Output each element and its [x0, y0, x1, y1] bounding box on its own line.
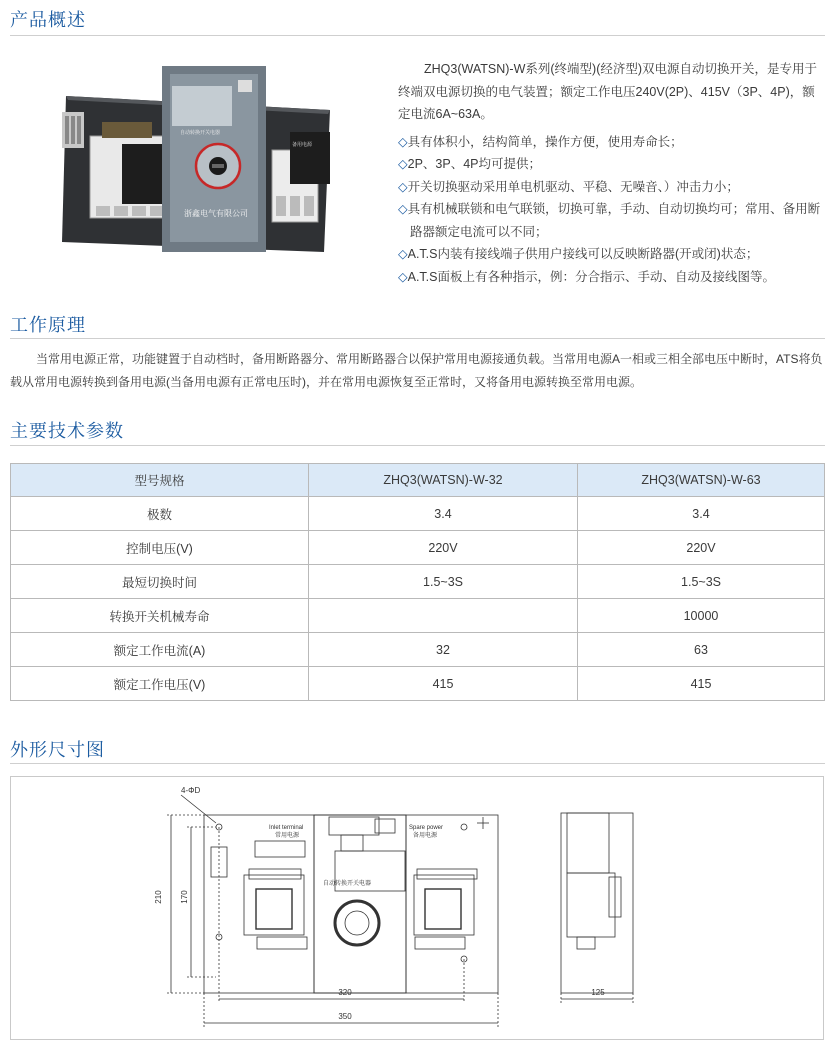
table-header-row — [11, 464, 825, 497]
dim-width-inner: 320 — [338, 988, 352, 997]
feature-item — [398, 243, 826, 266]
table-cell: 1.5~3S — [309, 565, 578, 599]
table-row — [11, 599, 825, 633]
dim-height-outer: 210 — [154, 890, 163, 904]
feature-item — [398, 198, 826, 243]
inlet-cn: 常用电源 — [275, 833, 300, 839]
divider — [10, 35, 825, 36]
divider — [10, 338, 825, 339]
table-cell — [309, 599, 578, 633]
table-cell: 63 — [578, 633, 825, 667]
feature-text: 具有体积小，结构简单，操作方便，使用寿命长； — [407, 134, 683, 149]
section-title-specs: 主要技术参数 — [10, 421, 124, 442]
section-title-principle: 工作原理 — [10, 315, 86, 336]
diamond-bullet-icon: ◇ — [398, 202, 408, 216]
table-cell: 10000 — [578, 599, 825, 633]
header-model: 型号规格 — [11, 464, 309, 497]
spare-en: Spare power — [409, 825, 444, 831]
table-row — [11, 667, 825, 701]
divider — [10, 763, 825, 764]
feature-text: 具有机械联锁和电气联锁，切换可靠，手动、自动切换均可；常用、备用断路器额定电流可以不同； — [407, 202, 821, 239]
feature-item — [398, 266, 826, 289]
hole-label: 4-ΦD — [181, 786, 201, 795]
table-cell: 220V — [309, 531, 578, 565]
diamond-bullet-icon: ◇ — [398, 157, 408, 171]
dimension-drawing — [10, 776, 824, 1040]
dimension-drawing-svg — [11, 777, 823, 1039]
table-cell: 3.4 — [309, 497, 578, 531]
panel-cn: 自动转换开关电器 — [322, 881, 372, 887]
dim-depth: 125 — [591, 988, 605, 997]
principle-text: 当常用电源正常，功能键置于自动档时，备用断路器分、常用断路器合以保护常用电源接通负载。当常用电源A一相或三相全部电压中断时，ATS将负载从常用电源转换到备用电源(当备用电源有正常电压时)，并在常用电源恢复至正常时，又将备用电源转换至常用电源。 — [10, 352, 823, 389]
divider — [10, 445, 825, 446]
section-title-overview: 产品概述 — [10, 10, 86, 31]
table-row — [11, 633, 825, 667]
intro-block — [398, 58, 826, 288]
table-cell: 极数 — [11, 497, 309, 531]
table-cell: 额定工作电压(V) — [11, 667, 309, 701]
diamond-bullet-icon: ◇ — [398, 247, 408, 261]
feature-list — [398, 131, 826, 289]
spare-label: 备用电源 — [292, 142, 313, 148]
table-row — [11, 565, 825, 599]
table-cell: 220V — [578, 531, 825, 565]
dim-width-outer: 350 — [338, 1012, 352, 1021]
feature-text: A.T.S内装有接线端子供用户接线可以反映断路器(开或闭)状态； — [407, 247, 759, 261]
feature-text: A.T.S面板上有各种指示，例：分合指示、手动、自动及接线图等。 — [407, 269, 775, 284]
feature-text: 2P、3P、4P均可提供； — [407, 157, 541, 171]
inlet-en: Inlet terminal — [269, 825, 304, 831]
diamond-bullet-icon: ◇ — [398, 269, 408, 284]
feature-item — [398, 153, 826, 176]
intro-paragraph: ZHQ3(WATSN)-W系列(终端型)(经济型)双电源自动切换开关，是专用于终端双电源切换的电气装置；额定工作电压240V(2P)、415V（3P、4P)，额定电流6A~63A。 — [398, 62, 818, 121]
panel-label: 自动转换开关电器 — [179, 130, 221, 136]
table-cell: 1.5~3S — [578, 565, 825, 599]
table-cell: 控制电压(V) — [11, 531, 309, 565]
diamond-bullet-icon: ◇ — [398, 179, 408, 194]
table-cell: 415 — [578, 667, 825, 701]
table-cell: 转换开关机械寿命 — [11, 599, 309, 633]
feature-item — [398, 131, 826, 154]
spare-cn: 备用电源 — [413, 833, 438, 839]
header-w63: ZHQ3(WATSN)-W-63 — [578, 464, 825, 497]
table-row — [11, 531, 825, 565]
header-w32: ZHQ3(WATSN)-W-32 — [309, 464, 578, 497]
table-cell: 32 — [309, 633, 578, 667]
spec-table — [10, 463, 825, 701]
table-cell: 额定工作电流(A) — [11, 633, 309, 667]
section-title-dimensions: 外形尺寸图 — [10, 740, 105, 761]
feature-item — [398, 176, 826, 199]
product-photo — [62, 66, 356, 256]
dim-height-inner: 170 — [180, 890, 189, 904]
company-name: 浙鑫电气有限公司 — [184, 209, 248, 218]
diamond-bullet-icon: ◇ — [398, 134, 408, 149]
table-cell: 最短切换时间 — [11, 565, 309, 599]
table-cell: 415 — [309, 667, 578, 701]
feature-text: 开关切换驱动采用单电机驱动、平稳、无噪音、）冲击力小； — [407, 179, 739, 194]
table-row — [11, 497, 825, 531]
table-cell: 3.4 — [578, 497, 825, 531]
